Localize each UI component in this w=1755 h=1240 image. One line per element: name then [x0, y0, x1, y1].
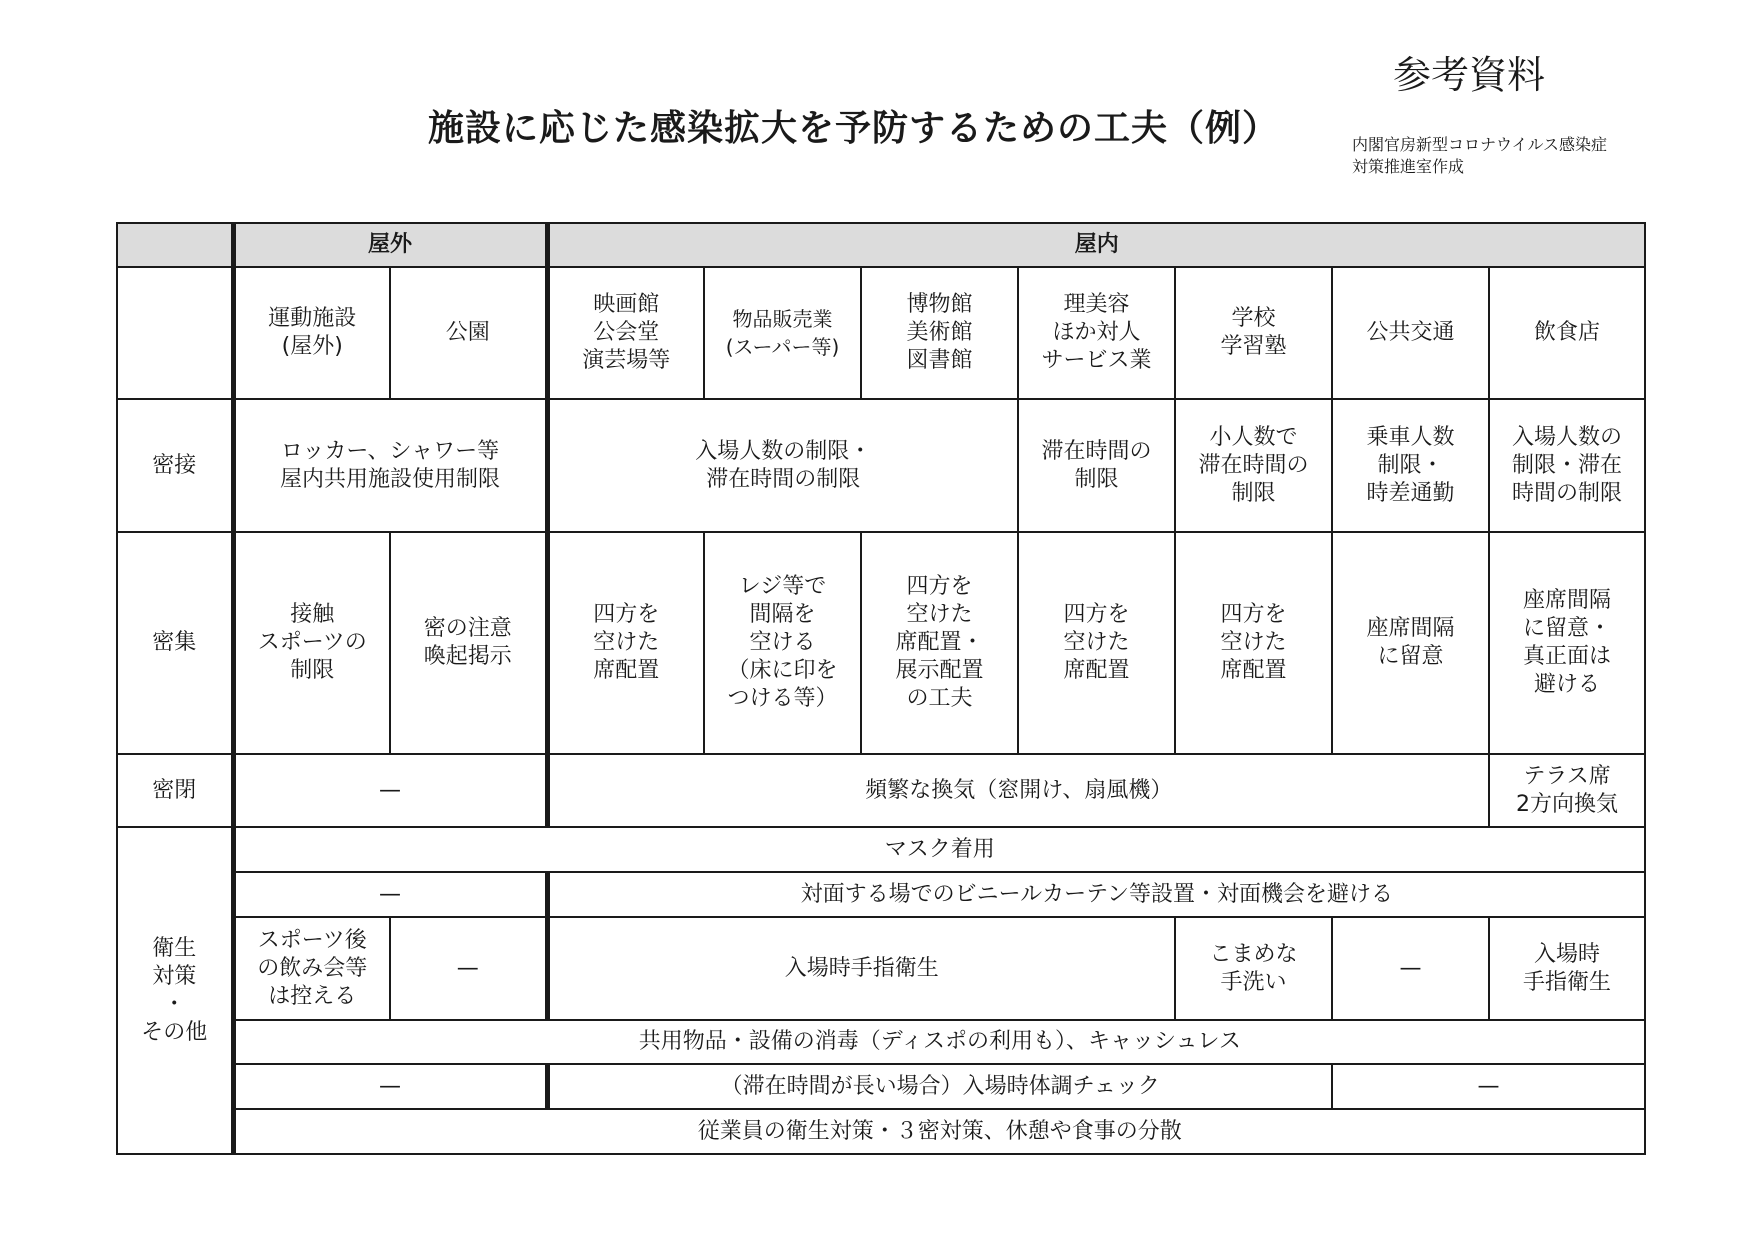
- crowd-row: [117, 532, 1645, 754]
- crowd-cinema: 四方を 空けた 席配置: [547, 532, 704, 754]
- facility-transit: 公共交通: [1332, 267, 1489, 399]
- facility-restaurant: 飲食店: [1489, 267, 1645, 399]
- facility-sports: 運動施設 (屋外): [233, 267, 390, 399]
- crowd-transit: 座席間隔 に留意: [1332, 532, 1489, 754]
- curtain-outdoor: —: [233, 872, 547, 917]
- closed-indoor: 頻繁な換気（窓開け、扇風機）: [547, 754, 1489, 827]
- health-outdoor: —: [233, 1064, 547, 1109]
- mask-row: [117, 827, 1645, 872]
- hygiene-staff: 従業員の衛生対策・３密対策、休憩や食事の分散: [233, 1109, 1645, 1154]
- author-note: 内閣官房新型コロナウイルス感染症 対策推進室作成: [1352, 135, 1608, 176]
- measures-table: [116, 222, 1646, 1155]
- contact-label: 密接: [117, 399, 233, 532]
- hygiene-label: 衛生 対策 ・ その他: [117, 827, 233, 1154]
- header-outdoor: 屋外: [233, 223, 547, 267]
- crowd-salon: 四方を 空けた 席配置: [1018, 532, 1175, 754]
- reference-label: 参考資料: [1393, 53, 1546, 97]
- hygiene-disinfect: 共用物品・設備の消毒（ディスポの利用も）、キャッシュレス: [233, 1020, 1645, 1064]
- health-other: —: [1332, 1064, 1645, 1109]
- contact-indoor: 入場人数の制限・ 滞在時間の制限: [547, 399, 1018, 532]
- contact-restaurant: 入場人数の 制限・滞在 時間の制限: [1489, 399, 1645, 532]
- hygiene-restaurant: 入場時 手指衛生: [1489, 917, 1645, 1020]
- corner-cell: [117, 223, 233, 267]
- closed-row: [117, 754, 1645, 827]
- facility-salon: 理美容 ほか対人 サービス業: [1018, 267, 1175, 399]
- header-row: [117, 223, 1645, 267]
- hygiene-sports: スポーツ後 の飲み会等 は控える: [233, 917, 390, 1020]
- hygiene-mask: マスク着用: [233, 827, 1645, 872]
- crowd-park: 密の注意 喚起掲示: [390, 532, 547, 754]
- closed-label: 密閉: [117, 754, 233, 827]
- hygiene-sanitize: 入場時手指衛生: [547, 917, 1175, 1020]
- contact-row: [117, 399, 1645, 532]
- hygiene-transit: —: [1332, 917, 1489, 1020]
- crowd-sports: 接触 スポーツの 制限: [233, 532, 390, 754]
- facility-school: 学校 学習塾: [1175, 267, 1332, 399]
- crowd-school: 四方を 空けた 席配置: [1175, 532, 1332, 754]
- curtain-row: [117, 872, 1645, 917]
- disinfect-row: [117, 1020, 1645, 1064]
- staff-row: [117, 1109, 1645, 1154]
- facility-museum: 博物館 美術館 図書館: [861, 267, 1018, 399]
- facility-cinema: 映画館 公会堂 演芸場等: [547, 267, 704, 399]
- header-indoor: 屋内: [547, 223, 1645, 267]
- facility-retail: 物品販売業 (スーパー等): [704, 267, 861, 399]
- closed-outdoor: —: [233, 754, 547, 827]
- contact-outdoor: ロッカー、シャワー等 屋内共用施設使用制限: [233, 399, 547, 532]
- page-title: 施設に応じた感染拡大を予防するための工夫（例）: [428, 108, 1280, 149]
- crowd-label: 密集: [117, 532, 233, 754]
- hygiene-school: こまめな 手洗い: [1175, 917, 1332, 1020]
- facility-row-label: [117, 267, 233, 399]
- health-check-row: [117, 1064, 1645, 1109]
- contact-transit: 乗車人数 制限・ 時差通勤: [1332, 399, 1489, 532]
- health-indoor: （滞在時間が長い場合）入場時体調チェック: [547, 1064, 1332, 1109]
- hygiene-park: —: [390, 917, 547, 1020]
- crowd-museum: 四方を 空けた 席配置・ 展示配置 の工夫: [861, 532, 1018, 754]
- crowd-restaurant: 座席間隔 に留意・ 真正面は 避ける: [1489, 532, 1645, 754]
- sanitize-row: [117, 917, 1645, 1020]
- contact-salon: 滞在時間の 制限: [1018, 399, 1175, 532]
- curtain-indoor: 対面する場でのビニールカーテン等設置・対面機会を避ける: [547, 872, 1645, 917]
- facility-park: 公園: [390, 267, 547, 399]
- crowd-retail: レジ等で 間隔を 空ける （床に印を つける等）: [704, 532, 861, 754]
- facility-row: [117, 267, 1645, 399]
- closed-restaurant: テラス席 2方向換気: [1489, 754, 1645, 827]
- contact-school: 小人数で 滞在時間の 制限: [1175, 399, 1332, 532]
